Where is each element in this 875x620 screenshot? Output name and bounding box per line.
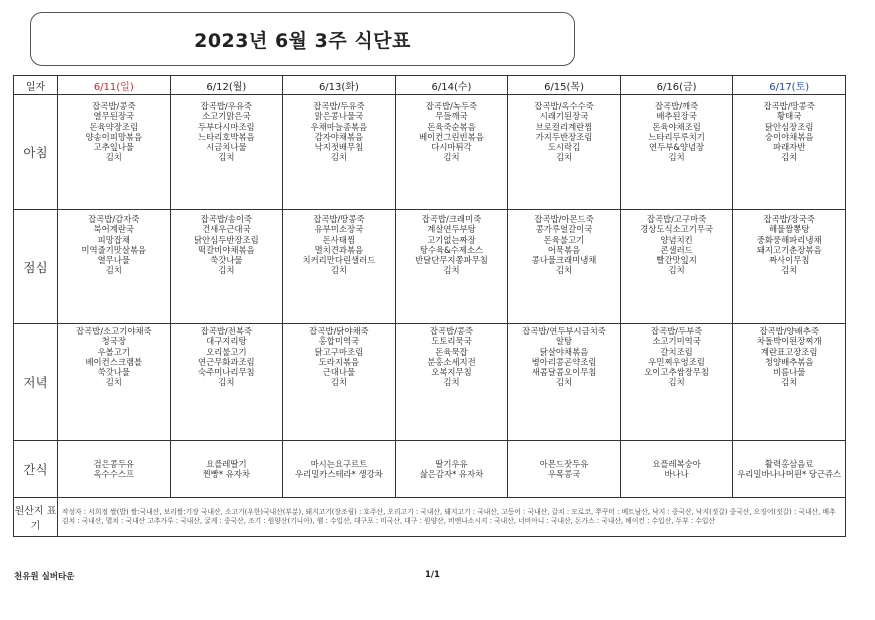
menu-item: 계살연두부탕: [427, 224, 476, 235]
day-header: 6/11(일): [58, 76, 171, 95]
menu-item: 잡곡밥/녹두죽: [425, 101, 478, 111]
menu-item: 느타리두루치기: [648, 131, 705, 142]
menu-items: [58, 95, 170, 163]
meal-label: 저녁: [14, 324, 58, 441]
menu-items: [171, 95, 283, 163]
menu-cell: [170, 210, 283, 324]
menu-item: 양송이피망볶음: [85, 131, 143, 142]
menu-item: 잡곡밥/아몬드죽: [534, 214, 594, 224]
menu-item: 피망잡채: [97, 234, 130, 245]
menu-items: [733, 324, 845, 388]
menu-item: 느타리호박볶음: [198, 131, 255, 142]
menu-item: 잡곡밥/소고기야채죽: [75, 326, 152, 336]
menu-item: 김치: [218, 377, 235, 388]
menu-cell: [395, 324, 508, 441]
menu-item: 김치: [330, 152, 347, 163]
menu-item: 돈육약장조림: [89, 121, 139, 132]
menu-item: 시금치나물: [206, 142, 247, 153]
menu-cell: [283, 210, 396, 324]
menu-item: 김치: [668, 265, 685, 276]
menu-cell: [283, 441, 396, 498]
menu-item: 콘샐러드: [660, 244, 693, 255]
menu-item: 요플레딸기: [206, 458, 247, 469]
menu-item: 김치: [555, 377, 573, 388]
menu-item: 시래기된장국: [539, 111, 589, 122]
origin-text: 작성자 : 서희정 쌀(밥) 쌀:국내산, 보리쌀:기장 국내산, 소고기(우한)국내산(부분), 돼지고기(장조림) : 호주산, 오리고기 : 국내산, 돼지고기 : 국내산, 고등어 : 국내산, 갈치 : 모로코, 쭈꾸미 : 베트남산, 낙지 : 중국산, 낙지(젓갈) 중국산, 오징어(젓갈) : 국내산, 배추김치 : 국내산, 멸치 : 국내산 고추가루 : 국내산, 굴게 : 중국산, 조기 : 원양산(기니아), 햄 : 수입산, 대구포 : 미국산, 대구 : 원양산, 비엔나소시지 : 국내산, 너비아니 : 국내산, 돈가스 : 국내산, 베이컨 : 수입산, 두부 : 수입산: [58, 498, 846, 537]
menu-items: [283, 459, 395, 480]
menu-item: 가지두반장조림: [535, 131, 593, 142]
menu-item: 잡곡밥/양배추죽: [759, 326, 819, 336]
menu-item: 김치: [330, 377, 347, 388]
meal-label: 점심: [14, 210, 58, 324]
menu-cell: [733, 95, 846, 210]
menu-items: [396, 459, 508, 480]
menu-item: 아몬드잣두유: [539, 458, 589, 469]
origin-label: 원산지 표기: [14, 498, 58, 537]
menu-item: 두부다시마조림: [198, 121, 255, 132]
menu-item: 베이컨그린빈볶음: [419, 131, 484, 142]
menu-item: 경상도식소고기무국: [640, 224, 713, 235]
menu-cell: [395, 95, 508, 210]
menu-items: [283, 95, 395, 163]
menu-item: 김치: [555, 152, 573, 163]
menu-item: 양념치킨: [660, 234, 693, 245]
menu-item: 쑥갓나물: [97, 367, 130, 378]
menu-item: 중화풍해파리냉채: [756, 234, 822, 245]
menu-item: 도토리묵국: [431, 336, 472, 347]
menu-item: 탕수육&수제소스: [419, 244, 484, 255]
menu-items: [733, 210, 845, 276]
menu-item: 치커리만다린샐러드: [302, 255, 376, 266]
menu-item: 숭이야채볶음: [764, 131, 814, 142]
menu-item: 김치: [105, 377, 122, 388]
menu-item: 다시마튀각: [431, 142, 472, 153]
menu-item: 근대나물: [322, 367, 356, 378]
day-header: 6/16(금): [620, 76, 733, 95]
menu-item: 김치: [781, 265, 798, 276]
header-row: [14, 76, 846, 95]
menu-item: 김치: [443, 377, 460, 388]
menu-item: 반달단무지쫑파무침: [415, 255, 488, 266]
menu-items: [621, 459, 733, 480]
menu-items: [171, 459, 283, 480]
menu-item: 해물짬뽕탕: [768, 224, 810, 235]
menu-item: 잡곡밥/땅콩죽: [313, 214, 365, 224]
menu-item: 베이컨스크램블: [85, 356, 143, 367]
menu-item: 비름나물: [773, 367, 806, 378]
menu-items: [508, 210, 620, 276]
menu-item: 숙주미나리무침: [198, 367, 255, 378]
menu-cell: [508, 210, 621, 324]
menu-item: 맑은콩나물국: [314, 111, 364, 122]
menu-items: [508, 324, 620, 388]
menu-item: 분홍소세지전: [427, 356, 476, 367]
menu-item: 도라지볶음: [318, 356, 360, 367]
meal-row-breakfast: [14, 95, 846, 210]
menu-item: 삶은감자* 유자차: [419, 469, 484, 479]
menu-item: 멸치견과볶음: [314, 244, 364, 255]
menu-items: [508, 459, 620, 480]
menu-item: 소고기맑은국: [202, 111, 251, 122]
day-header: 6/14(수): [395, 76, 508, 95]
menu-item: 돈사태찜: [322, 234, 356, 245]
meal-row-dinner: [14, 324, 846, 441]
menu-item: 홍합미역국: [318, 336, 360, 347]
menu-cell: [620, 324, 733, 441]
menu-item: 딸기우유: [435, 458, 468, 469]
menu-item: 잡곡밥/연두부시금치죽: [522, 326, 606, 336]
menu-items: [283, 210, 395, 276]
menu-item: 소고기미역국: [652, 336, 701, 347]
menu-item: 우민찌우엉조림: [648, 356, 705, 367]
menu-item: 건새우근대국: [202, 224, 251, 235]
menu-item: 우리밀카스테라* 생강차: [295, 469, 383, 479]
menu-item: 우채마늘종볶음: [310, 121, 368, 132]
menu-item: 유부미소장국: [314, 224, 364, 235]
title-box: [30, 12, 575, 66]
menu-cell: [58, 95, 171, 210]
menu-item: 잡곡밥/고구마죽: [646, 214, 707, 224]
menu-item: 어묵볶음: [547, 244, 581, 255]
menu-cell: [395, 441, 508, 498]
menu-item: 잡곡밥/깨죽: [654, 101, 699, 111]
menu-table: [13, 75, 846, 537]
menu-item: 김치: [555, 265, 573, 276]
menu-item: 우리밀바나나머핀* 당근쥬스: [737, 469, 842, 479]
menu-items: [621, 324, 733, 388]
menu-item: 닭고구마조림: [314, 346, 364, 357]
menu-item: 김치: [105, 152, 122, 163]
menu-item: 닭안심두반장조림: [193, 234, 259, 245]
menu-items: [508, 95, 620, 163]
meal-row-lunch: [14, 210, 846, 324]
menu-cell: [733, 324, 846, 441]
menu-cell: [733, 441, 846, 498]
menu-cell: [508, 441, 621, 498]
menu-items: [733, 95, 845, 163]
menu-cell: [733, 210, 846, 324]
menu-item: 브로컬리계란찜: [535, 121, 593, 132]
menu-items: [171, 210, 283, 276]
menu-item: 바나나: [664, 469, 689, 479]
menu-item: 잡곡밥/크래미죽: [421, 214, 482, 224]
menu-item: 콩가루얼갈이국: [535, 224, 593, 235]
day-header: 6/12(월): [170, 76, 283, 95]
menu-item: 대구지리탕: [206, 336, 247, 347]
menu-item: 돈육불고기: [543, 234, 585, 245]
menu-cell: [58, 324, 171, 441]
menu-cell: [58, 210, 171, 324]
menu-item: 열무나물: [97, 255, 130, 266]
menu-item: 닭안심장조림: [764, 121, 814, 132]
menu-cell: [620, 441, 733, 498]
menu-item: 고기없는짜장: [427, 234, 476, 245]
menu-item: 돼지고기춘장볶음: [756, 244, 822, 255]
menu-cell: [283, 95, 396, 210]
menu-item: 청국장: [101, 336, 126, 347]
origin-row: [14, 498, 846, 537]
menu-item: 돈육야채조림: [652, 121, 701, 132]
menu-item: 잡곡밥/감자죽: [88, 214, 140, 224]
menu-item: 찐빵* 유자차: [202, 469, 250, 479]
menu-cell: [170, 95, 283, 210]
menu-items: [58, 459, 170, 480]
menu-item: 북어계란국: [93, 224, 134, 235]
menu-cell: [170, 324, 283, 441]
day-header: 6/13(화): [283, 76, 396, 95]
menu-item: 쑥갓나물: [210, 255, 243, 266]
menu-item: 잡곡밥/콩죽: [92, 101, 136, 111]
meal-label: 아침: [14, 95, 58, 210]
menu-item: 감자야채볶음: [314, 131, 364, 142]
menu-item: 콩나물크래미냉채: [531, 255, 597, 266]
menu-item: 병아리콩곤약조림: [531, 356, 597, 367]
menu-item: 잡곡밥/땅콩죽: [763, 101, 815, 111]
menu-items: [396, 324, 508, 388]
menu-items: [733, 459, 845, 480]
menu-item: 우볼고기: [97, 346, 130, 357]
menu-item: 요플레복숭아: [652, 458, 701, 469]
menu-item: 계란표고장조림: [760, 346, 818, 357]
menu-cell: [508, 95, 621, 210]
menu-item: 잡곡밥/두유죽: [313, 101, 365, 111]
menu-items: [396, 210, 508, 276]
menu-item: 검은콩두유: [93, 458, 134, 469]
menu-item: 돈육죽순볶음: [427, 121, 476, 132]
menu-item: 김치: [668, 377, 685, 388]
menu-item: 돈육묵잡: [435, 346, 468, 357]
menu-items: [396, 95, 508, 163]
footer-page-number: 1/1: [425, 570, 440, 580]
menu-item: 잡곡밥/두부죽: [650, 326, 703, 336]
menu-item: 황태국: [777, 111, 802, 122]
menu-items: [58, 324, 170, 388]
menu-item: 연근무화과조림: [198, 356, 255, 367]
menu-item: 김치: [330, 265, 347, 276]
menu-item: 잡곡밥/장국죽: [763, 214, 815, 224]
day-header: 6/15(목): [508, 76, 621, 95]
menu-cell: [395, 210, 508, 324]
menu-item: 김치: [105, 265, 122, 276]
menu-cell: [283, 324, 396, 441]
menu-item: 우목콩국: [547, 469, 581, 479]
menu-items: [283, 324, 395, 388]
menu-item: 새콤달콤오이무침: [531, 367, 597, 378]
menu-cell: [508, 324, 621, 441]
menu-item: 잡곡밥/전복죽: [200, 326, 253, 336]
menu-item: 닭살야채볶음: [539, 346, 589, 357]
menu-item: 고추잎나물: [93, 142, 134, 153]
menu-item: 파래자반: [773, 142, 806, 153]
menu-cell: [620, 210, 733, 324]
page-title: 2023년 6월 3주 식단표: [194, 29, 411, 52]
footer-organization: 천유원 실버타운: [14, 572, 75, 582]
menu-item: 활력홍삼음료: [764, 458, 814, 469]
menu-item: 김치: [781, 152, 798, 163]
menu-items: [171, 324, 283, 388]
menu-item: 마시는요구르트: [310, 458, 368, 469]
menu-item: 김치: [218, 152, 235, 163]
menu-item: 짜사이무침: [768, 255, 810, 266]
menu-item: 도시락김: [547, 142, 581, 153]
menu-item: 미역줄기맛살볶음: [81, 244, 147, 255]
menu-item: 갈치조림: [660, 346, 693, 357]
menu-item: 열무된장국: [93, 111, 134, 122]
menu-item: 무들깨국: [435, 111, 468, 122]
menu-item: 잡곡밥/옥수수죽: [534, 101, 594, 111]
menu-item: 잡곡밥/콩죽: [429, 326, 474, 336]
menu-item: 김치: [668, 152, 685, 163]
menu-item: 잡곡밥/우유죽: [200, 101, 253, 111]
menu-item: 연두부&양념장: [649, 142, 705, 153]
menu-item: 김치: [781, 377, 798, 388]
menu-item: 차돌박이된장찌개: [756, 336, 822, 347]
menu-items: [621, 95, 733, 163]
meal-label: 간식: [14, 441, 58, 498]
date-header-label: 일자: [14, 76, 58, 95]
menu-item: 김치: [443, 152, 460, 163]
menu-item: 김치: [218, 265, 235, 276]
menu-item: 청양배추볶음: [764, 356, 814, 367]
menu-item: 낙지젓배무침: [314, 142, 364, 153]
menu-item: 빨간맛잎지: [656, 255, 697, 266]
menu-cell: [58, 441, 171, 498]
menu-item: 오리불고기: [206, 346, 247, 357]
menu-item: 김치: [443, 265, 460, 276]
menu-item: 옥수수스프: [93, 469, 134, 479]
meal-row-snack: [14, 441, 846, 498]
menu-item: 배추된장국: [656, 111, 697, 122]
menu-item: 잡곡밥/송이죽: [200, 214, 253, 224]
menu-items: [58, 210, 170, 276]
menu-item: 알탕: [555, 336, 573, 347]
menu-cell: [620, 95, 733, 210]
menu-item: 잡곡밥/닭야채죽: [309, 326, 369, 336]
day-header: 6/17(토): [733, 76, 846, 95]
menu-cell: [170, 441, 283, 498]
menu-item: 떡갈비야채볶음: [198, 244, 255, 255]
menu-items: [621, 210, 733, 276]
menu-item: 오복지무침: [431, 367, 472, 378]
menu-item: 오이고추쌈장무침: [644, 367, 709, 378]
